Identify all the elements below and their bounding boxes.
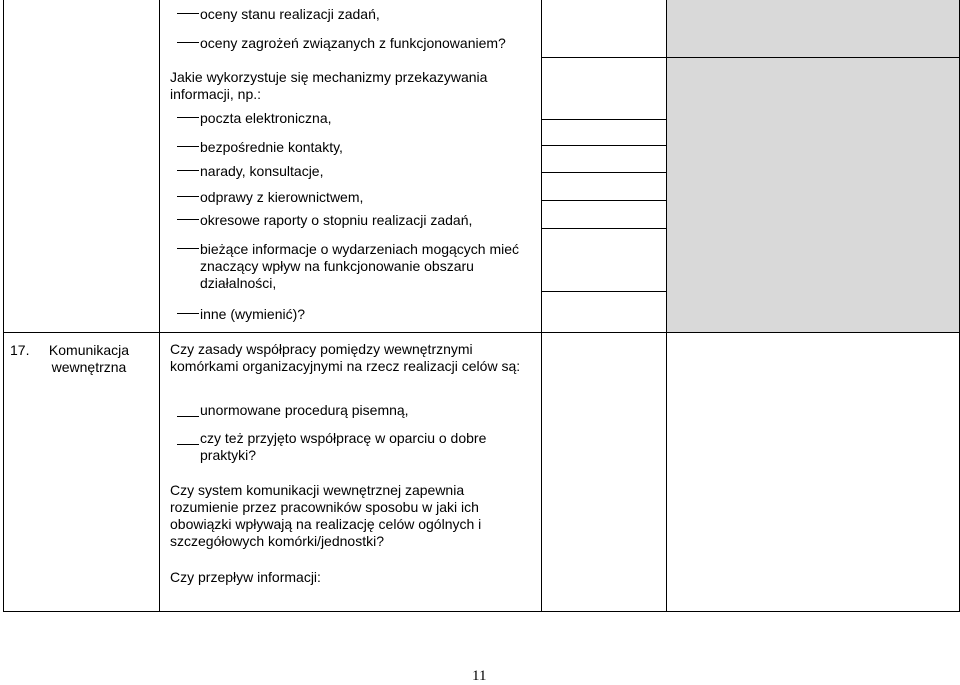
bullet-dash — [177, 444, 199, 445]
bullet-dash — [177, 13, 199, 14]
shaded-cell-top — [667, 0, 960, 57]
bullet-dash — [177, 248, 199, 249]
row-title-text: Komunikacja wewnętrzna — [48, 342, 130, 375]
grid-line — [3, 0, 4, 612]
check-row-line — [541, 228, 667, 229]
bullet-dash — [177, 416, 199, 417]
check-row-line — [541, 172, 667, 173]
question-text: Czy zasady współpracy pomiędzy wewnętrznymi komórkami organizacyjnymi na rzecz realizacji celów są: — [170, 341, 521, 374]
row-separator — [3, 332, 960, 333]
bullet-dash — [177, 117, 199, 118]
page-number: 11 — [472, 668, 487, 684]
grid-line — [159, 0, 160, 612]
bullet-text: poczta elektroniczna, — [200, 110, 332, 126]
bullet-text: unormowane procedurą pisemną, — [200, 402, 409, 418]
check-row-line — [541, 57, 960, 58]
bullet-dash — [177, 170, 199, 171]
question-text: Czy przepływ informacji: — [170, 569, 321, 585]
row-separator — [3, 611, 960, 612]
question-text: Jakie wykorzystuje się mechanizmy przekazywania informacji, np.: — [170, 69, 488, 102]
bullet-dash — [177, 196, 199, 197]
bullet-dash — [177, 42, 199, 43]
row-title — [24, 342, 154, 376]
bullet-text: odprawy z kierownictwem, — [200, 189, 364, 205]
bullet-text: narady, konsultacje, — [200, 163, 324, 179]
check-row-line — [541, 291, 667, 292]
check-row-line — [541, 200, 667, 201]
bullet-dash — [177, 313, 199, 314]
bullet-dash — [177, 219, 199, 220]
bullet-text: inne (wymienić)? — [200, 306, 306, 322]
question-text: Czy system komunikacji wewnętrznej zapewnia rozumienie przez pracowników sposobu w jaki ich obowiązki wpływają na realizację celów ogólnych i szczegółowych komórki/jednostki? — [170, 482, 482, 549]
shaded-cell-bottom — [667, 57, 960, 332]
check-row-line — [541, 145, 667, 146]
bullet-text: okresowe raporty o stopniu realizacji zadań, — [200, 212, 473, 228]
bullet-dash — [177, 146, 199, 147]
bullet-text: oceny zagrożeń związanych z funkcjonowaniem? — [200, 35, 506, 51]
check-row-line — [541, 119, 667, 120]
bullet-text: czy też przyjęto współpracę w oparciu o dobre praktyki? — [200, 430, 487, 463]
row-number: 17. — [10, 342, 30, 358]
bullet-text: bezpośrednie kontakty, — [200, 139, 343, 155]
grid-line — [666, 0, 667, 612]
grid-line — [541, 0, 542, 612]
bullet-text: oceny stanu realizacji zadań, — [200, 6, 380, 22]
bullet-text: bieżące informacje o wydarzeniach mogących mieć znaczący wpływ na funkcjonowanie obszaru działalności, — [200, 241, 520, 291]
